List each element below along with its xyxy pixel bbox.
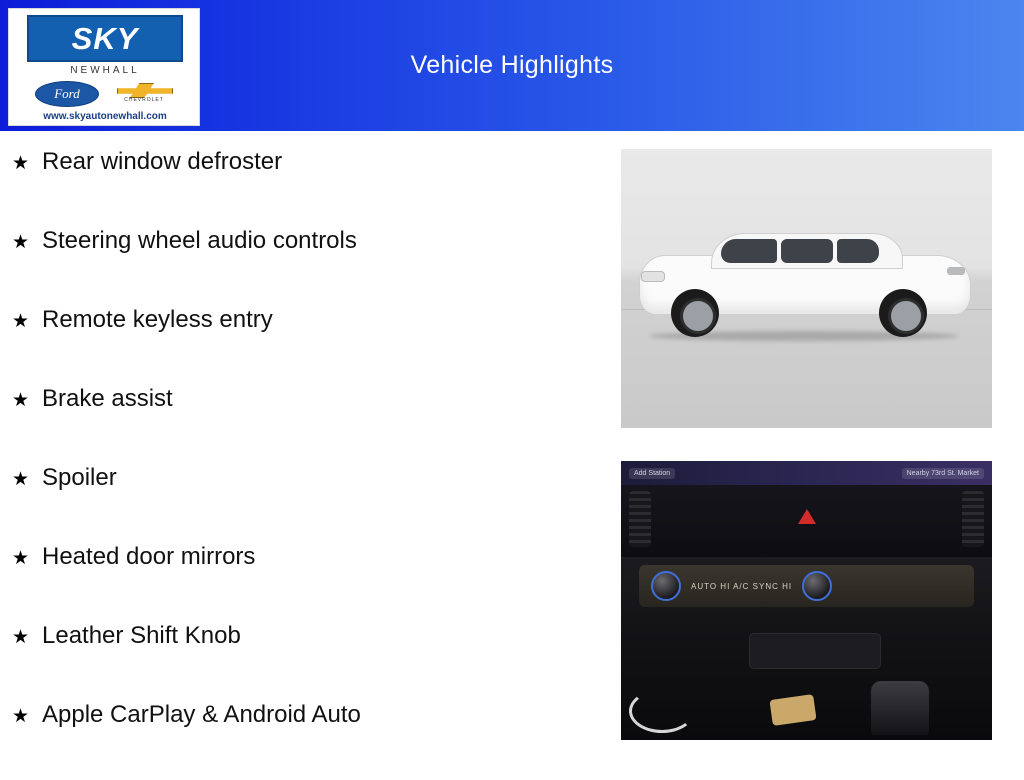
dealer-logo [8, 8, 200, 126]
list-item-label: Heated door mirrors [42, 543, 256, 570]
logo-franchise-row [9, 81, 200, 107]
list-item [12, 701, 602, 780]
logo-location-text: NEWHALL [70, 65, 140, 76]
temperature-knob-left [651, 571, 681, 601]
add-station-label: Add Station [629, 468, 675, 479]
infotainment-status-bar [621, 461, 992, 485]
temperature-knob-right [802, 571, 832, 601]
star-icon: ★ [12, 153, 30, 174]
page-title: Vehicle Highlights [410, 51, 614, 79]
dealer-logo-inner [9, 9, 199, 125]
chevrolet-label: CHEVROLET [124, 97, 164, 103]
charging-cable [629, 689, 695, 733]
list-item [12, 464, 602, 543]
logo-sky-band [27, 15, 183, 62]
list-item-label: Remote keyless entry [42, 306, 273, 333]
vehicle-interior-console-photo [621, 461, 992, 740]
gear-shifter [871, 681, 929, 735]
chevrolet-bowtie-icon [113, 81, 175, 107]
list-item [12, 306, 602, 385]
middle-window [781, 239, 833, 263]
list-item-label: Leather Shift Knob [42, 622, 241, 649]
rear-window [837, 239, 879, 263]
list-item [12, 148, 602, 227]
nearby-label: Nearby 73rd St. Market [902, 468, 984, 479]
list-item [12, 385, 602, 464]
list-item-label: Rear window defroster [42, 148, 283, 175]
interior-scene [621, 461, 992, 740]
star-icon: ★ [12, 469, 30, 490]
suv-illustration [629, 227, 984, 337]
list-item [12, 227, 602, 306]
air-vent-left-icon [629, 491, 651, 547]
list-item-label: Spoiler [42, 464, 117, 491]
list-item [12, 622, 602, 701]
climate-readout: AUTO HI A/C SYNC HI [691, 581, 793, 591]
front-wheel [671, 289, 719, 337]
star-icon: ★ [12, 232, 30, 253]
star-icon: ★ [12, 706, 30, 727]
console-tray [749, 633, 881, 669]
key-fob [769, 694, 816, 726]
vehicle-exterior-side-photo [621, 149, 992, 428]
list-item-label: Apple CarPlay & Android Auto [42, 701, 361, 728]
front-window [721, 239, 777, 263]
star-icon: ★ [12, 548, 30, 569]
vehicle-highlights-list [12, 148, 602, 780]
dealer-website-text: www.skyautonewhall.com [43, 111, 167, 122]
star-icon: ★ [12, 311, 30, 332]
star-icon: ★ [12, 390, 30, 411]
logo-brand-text: SKY [71, 21, 139, 56]
hazard-light-icon [798, 509, 816, 524]
star-icon: ★ [12, 627, 30, 648]
ford-oval-icon: Ford [35, 81, 99, 107]
climate-control-panel [639, 565, 974, 607]
center-console [621, 617, 992, 740]
studio-background [621, 149, 992, 428]
taillamp [947, 267, 965, 275]
list-item-label: Brake assist [42, 385, 173, 412]
bowtie-shape [117, 83, 173, 98]
list-item-label: Steering wheel audio controls [42, 227, 357, 254]
list-item [12, 543, 602, 622]
air-vent-right-icon [962, 491, 984, 547]
rear-wheel [879, 289, 927, 337]
headlamp [641, 271, 665, 282]
